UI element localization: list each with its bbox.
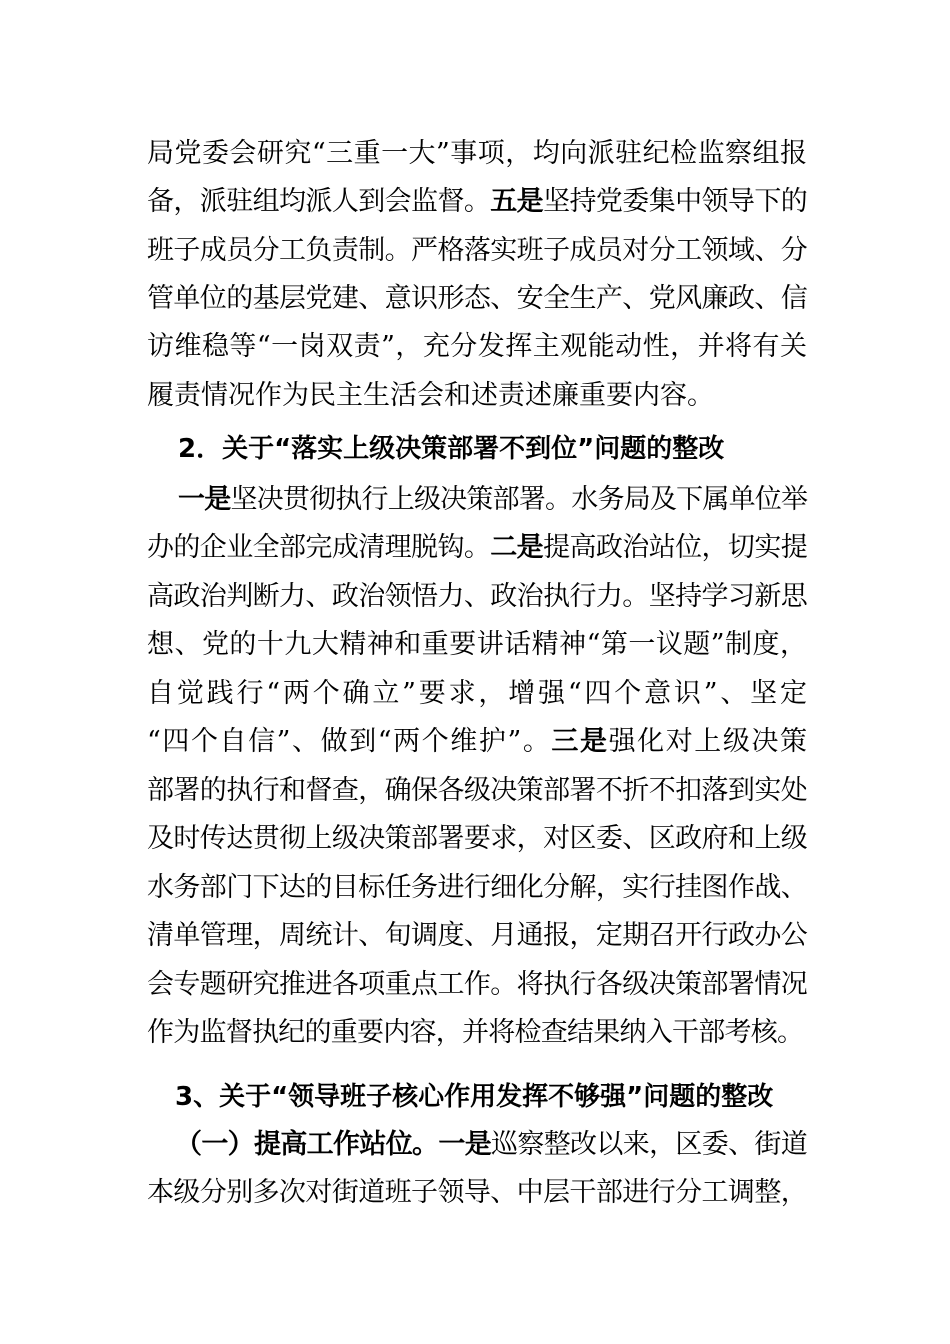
subheading-label: （一）提高工作站位。一是 [175,1129,492,1160]
paragraph-line: 局党委会研究“三重一大”事项，均向派驻纪检监察组报 [147,138,807,169]
paragraph-line: 访维稳等“一岗双责”，充分发挥主观能动性，并将有关 [147,331,807,362]
emphasis-label: 一是 [178,484,231,515]
paragraph-line: 管单位的基层党建、意识形态、安全生产、党风廉政、信 [147,283,807,314]
paragraph-line: （一）提高工作站位。一是巡察整改以来，区委、街道 [175,1129,808,1160]
paragraph-line: 清单管理，周统计、旬调度、月通报，定期召开行政办公 [147,920,807,951]
emphasis-label: 五是 [490,186,544,217]
paragraph-line: 履责情况作为民主生活会和述责述廉重要内容。 [147,380,714,411]
paragraph-line: 班子成员分工负责制。严格落实班子成员对分工领域、分 [147,235,807,266]
paragraph-line: 作为监督执纪的重要内容，并将检查结果纳入干部考核。 [147,1017,804,1048]
section-heading-3: 3、关于“领导班子核心作用发挥不够强”问题的整改 [175,1082,774,1112]
paragraph-line: 想、党的十九大精神和重要讲话精神“第一议题”制度， [147,629,807,660]
paragraph-line: 及时传达贯彻上级决策部署要求，对区委、区政府和上级 [147,823,807,854]
paragraph-line: 水务部门下达的目标任务进行细化分解，实行挂图作战、 [147,872,807,903]
paragraph-line: 办的企业全部完成清理脱钩。二是提高政治站位，切实提 [147,532,807,563]
section-heading-2: 2．关于“落实上级决策部署不到位”问题的整改 [178,434,725,464]
paragraph-line: 备，派驻组均派人到会监督。五是坚持党委集中领导下的 [147,186,807,217]
paragraph-line: 自觉践行“两个确立”要求，增强“四个意识”、坚定 [147,678,807,709]
paragraph-line: 本级分别多次对街道班子领导、中层干部进行分工调整， [147,1177,807,1208]
paragraph-line: 一是坚决贯彻执行上级决策部署。水务局及下属单位举 [178,484,808,515]
paragraph-line: “四个自信”、做到“两个维护”。三是强化对上级决策 [147,726,808,757]
paragraph-line: 会专题研究推进各项重点工作。将执行各级决策部署情况 [147,969,807,1000]
paragraph-line: 部署的执行和督查，确保各级决策部署不折不扣落到实处 [147,775,807,806]
paragraph-line: 高政治判断力、政治领悟力、政治执行力。坚持学习新思 [147,581,807,612]
emphasis-label: 二是 [490,532,544,563]
emphasis-label: 三是 [551,726,609,757]
